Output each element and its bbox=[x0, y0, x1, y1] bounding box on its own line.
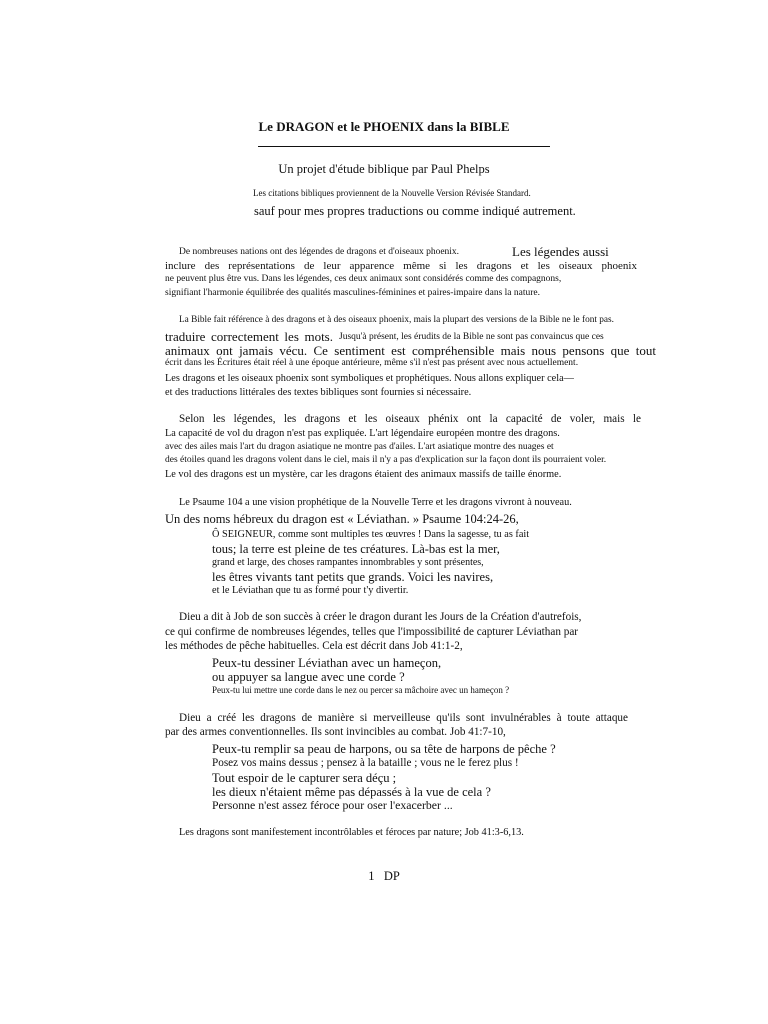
p1-line-2: inclure des représentations de leur apparence même si les dragons et les oiseaux phoenix bbox=[165, 260, 637, 272]
page-number: 1 bbox=[368, 869, 375, 883]
document-subtitle: Un projet d'étude biblique par Paul Phelps bbox=[278, 162, 490, 176]
p5-line-2: ce qui confirme de nombreuses légendes, telles que l'impossibilité de capturer Léviathan par bbox=[165, 626, 579, 638]
p3-line-5: Le vol des dragons est un mystère, car les dragons étaient des animaux massifs de taille énorme. bbox=[165, 469, 562, 480]
p2-line-2b: Jusqu'à présent, les érudits de la Bible ne sont pas convaincus que ces bbox=[339, 332, 604, 342]
page-footer bbox=[0, 870, 768, 883]
p4-line-1: Le Psaume 104 a une vision prophétique de la Nouvelle Terre et les dragons vivront à nouveau. bbox=[179, 497, 572, 508]
p3-line-4: des étoiles quand les dragons volent dans le ciel, mais il n'y a pas d'explication sur la façon dont ils pourraient voler. bbox=[165, 455, 607, 465]
quote2-line-2: ou appuyer sa langue avec une corde ? bbox=[212, 670, 405, 684]
p6-line-2: par des armes conventionnelles. Ils sont invincibles au combat. Job 41:7-10, bbox=[165, 726, 506, 738]
p1-line-4: signifiant l'harmonie équilibrée des qualités masculines-féminines et paires-impaire dans la nature. bbox=[165, 288, 540, 298]
citation-note-large: sauf pour mes propres traductions ou comme indiqué autrement. bbox=[254, 204, 576, 218]
quote1-line-2: tous; la terre est pleine de tes créatures. Là-bas est la mer, bbox=[212, 542, 500, 556]
quote2-line-3: Peux-tu lui mettre une corde dans le nez ou percer sa mâchoire avec un hameçon ? bbox=[212, 685, 510, 695]
p6-line-1: Dieu a créé les dragons de manière si merveilleuse qu'ils sont invulnérables à toute attaque bbox=[179, 712, 628, 724]
p1-line-3: ne peuvent plus être vus. Dans les légendes, ces deux animaux sont considérés comme des compagnons, bbox=[165, 274, 562, 284]
p2-line-4: écrit dans les Écritures était réel à une époque antérieure, même s'il n'est pas présent avec nous actuellement. bbox=[165, 358, 579, 368]
title-underline bbox=[258, 146, 550, 147]
p2-line-2a: traduire correctement les mots. bbox=[165, 329, 333, 344]
citation-note-small: Les citations bibliques proviennent de la Nouvelle Version Révisée Standard. bbox=[253, 188, 531, 198]
author-initials: DP bbox=[383, 869, 400, 883]
quote1-line-3: grand et large, des choses rampantes innombrables y sont présentes, bbox=[212, 557, 484, 568]
quote1-line-5: et le Léviathan que tu as formé pour t'y divertir. bbox=[212, 585, 409, 596]
p4-line-2: Un des noms hébreux du dragon est « Léviathan. » Psaume 104:24-26, bbox=[165, 512, 519, 526]
p7-line-1: Les dragons sont manifestement incontrôlables et féroces par nature; Job 41:3-6,13. bbox=[179, 827, 524, 838]
quote3-line-2: Posez vos mains dessus ; pensez à la bataille ; vous ne le ferez plus ! bbox=[212, 757, 519, 769]
quote3-line-4: les dieux n'étaient même pas dépassés à la vue de cela ? bbox=[212, 785, 491, 799]
p1-line-1a: De nombreuses nations ont des légendes de dragons et d'oiseaux phoenix. bbox=[179, 247, 460, 257]
p2-line-1: La Bible fait référence à des dragons et à des oiseaux phoenix, mais la plupart des versions de la Bible ne le font pas. bbox=[179, 315, 615, 325]
quote3-line-5: Personne n'est assez féroce pour oser l'exacerber ... bbox=[212, 798, 453, 812]
p2-line-3: animaux ont jamais vécu. Ce sentiment est compréhensible mais nous pensons que tout bbox=[165, 343, 656, 358]
p5-line-3: les méthodes de pêche habituelles. Cela est décrit dans Job 41:1-2, bbox=[165, 640, 463, 652]
quote1-line-1: Ô SEIGNEUR, comme sont multiples tes œuvres ! Dans la sagesse, tu as fait bbox=[212, 529, 530, 540]
p5-line-1: Dieu a dit à Job de son succès à créer le dragon durant les Jours de la Création d'autrefois, bbox=[179, 611, 582, 623]
p3-line-3: avec des ailes mais l'art du dragon asiatique ne montre pas d'ailes. L'art asiatique montre des nuages et bbox=[165, 442, 554, 452]
p2-line-6: et des traductions littérales des textes bibliques sont fournies si nécessaire. bbox=[165, 387, 472, 398]
quote2-line-1: Peux-tu dessiner Léviathan avec un hameçon, bbox=[212, 656, 442, 670]
quote3-line-1: Peux-tu remplir sa peau de harpons, ou sa tête de harpons de pêche ? bbox=[212, 742, 556, 756]
p3-line-2: La capacité de vol du dragon n'est pas expliquée. L'art légendaire européen montre des dragons. bbox=[165, 428, 560, 439]
p1-line-1b: Les légendes aussi bbox=[512, 244, 609, 259]
quote1-line-4: les êtres vivants tant petits que grands. Voici les navires, bbox=[212, 570, 494, 584]
p3-line-1: Selon les légendes, les dragons et les oiseaux phénix ont la capacité de voler, mais le bbox=[179, 413, 641, 425]
document-title: Le DRAGON et le PHOENIX dans la BIBLE bbox=[258, 119, 510, 134]
quote3-line-3: Tout espoir de le capturer sera déçu ; bbox=[212, 771, 397, 785]
p2-line-5: Les dragons et les oiseaux phoenix sont symboliques et prophétiques. Nous allons expliquer cela— bbox=[165, 373, 574, 384]
